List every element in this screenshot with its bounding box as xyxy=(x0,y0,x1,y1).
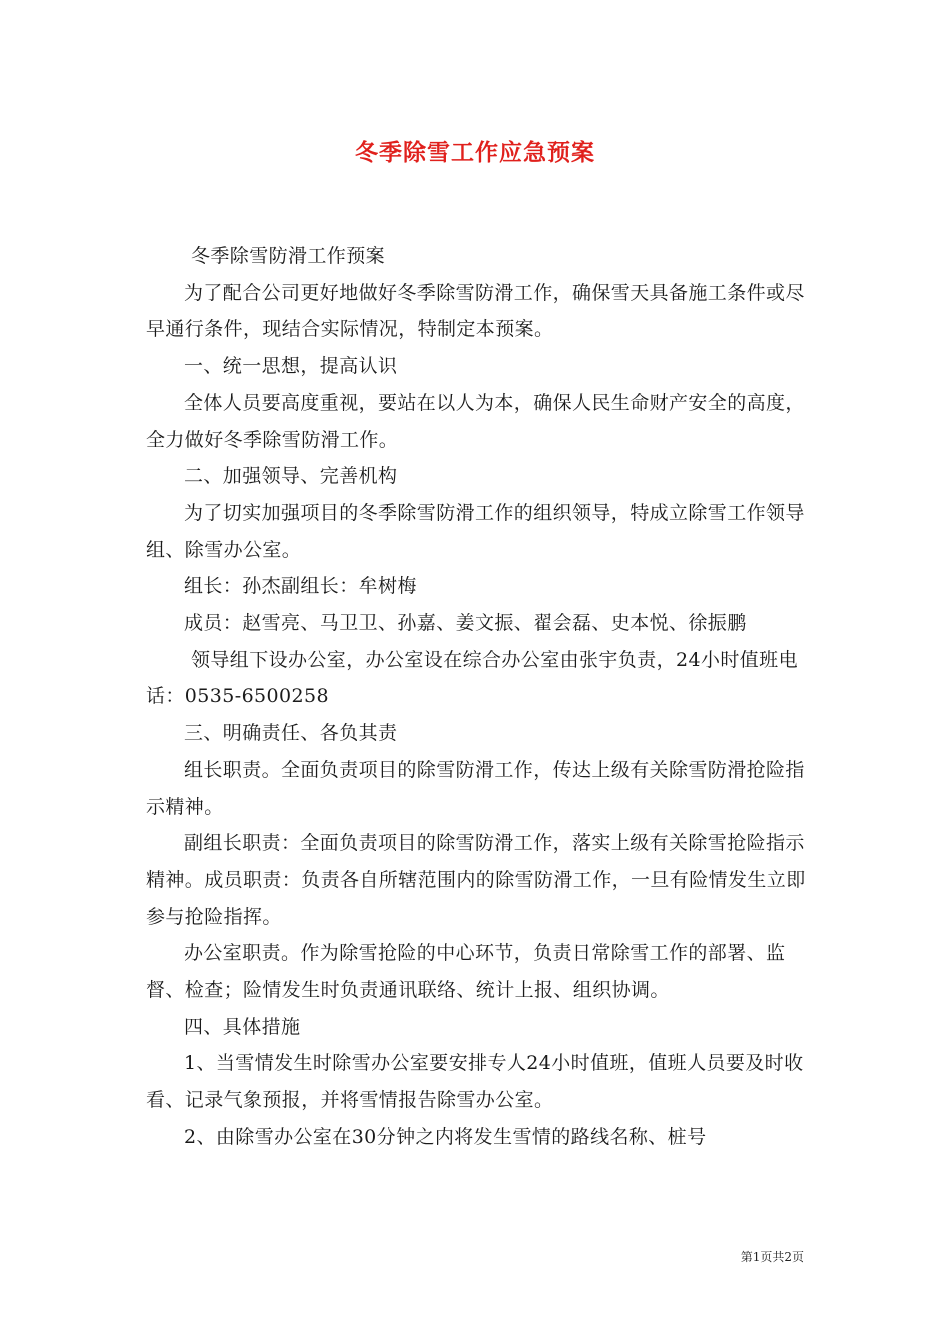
paragraph: 全体人员要高度重视，要站在以人为本，确保人民生命财产安全的高度，全力做好冬季除雪防滑工作。 xyxy=(146,391,805,451)
paragraph: 组长职责。全面负责项目的除雪防滑工作，传达上级有关除雪防滑抢险指示精神。 xyxy=(146,758,805,818)
document-title: 冬季除雪工作应急预案 xyxy=(355,140,595,166)
paragraph: 成员：赵雪亮、马卫卫、孙嘉、姜文振、翟会磊、史本悦、徐振鹏 xyxy=(184,612,747,635)
paragraph: 领导组下设办公室，办公室设在综合办公室由张宇负责，24小时值班电话：0535-6500258 xyxy=(146,648,798,708)
paragraph: 四、具体措施 xyxy=(184,1015,301,1038)
document-body xyxy=(146,238,808,1156)
paragraph: 1、当雪情发生时除雪办公室要安排专人24小时值班，值班人员要及时收看、记录气象预报，并将雪情报告除雪办公室。 xyxy=(146,1052,804,1112)
paragraph: 三、明确责任、各负其责 xyxy=(184,722,398,745)
paragraph: 二、加强领导、完善机构 xyxy=(184,465,398,488)
paragraph: 为了切实加强项目的冬季除雪防滑工作的组织领导，特成立除雪工作领导组、除雪办公室。 xyxy=(146,501,805,561)
paragraph: 副组长职责：全面负责项目的除雪防滑工作，落实上级有关除雪抢险指示精神。成员职责：负责各自所辖范围内的除雪防滑工作，一旦有险情发生立即参与抢险指挥。 xyxy=(146,832,806,928)
paragraph: 冬季除雪防滑工作预案 xyxy=(191,245,386,267)
page-number: 第1页共2页 xyxy=(740,1250,804,1264)
paragraph: 2、由除雪办公室在30分钟之内将发生雪情的路线名称、桩号 xyxy=(184,1125,707,1148)
paragraph: 一、统一思想，提高认识 xyxy=(184,355,398,378)
paragraph: 办公室职责。作为除雪抢险的中心环节，负责日常除雪工作的部署、监督、检查；险情发生时负责通讯联络、统计上报、组织协调。 xyxy=(146,942,786,1002)
paragraph: 为了配合公司更好地做好冬季除雪防滑工作，确保雪天具备施工条件或尽早通行条件，现结合实际情况，特制定本预案。 xyxy=(146,281,805,341)
paragraph: 组长：孙杰副组长：牟树梅 xyxy=(184,575,417,598)
